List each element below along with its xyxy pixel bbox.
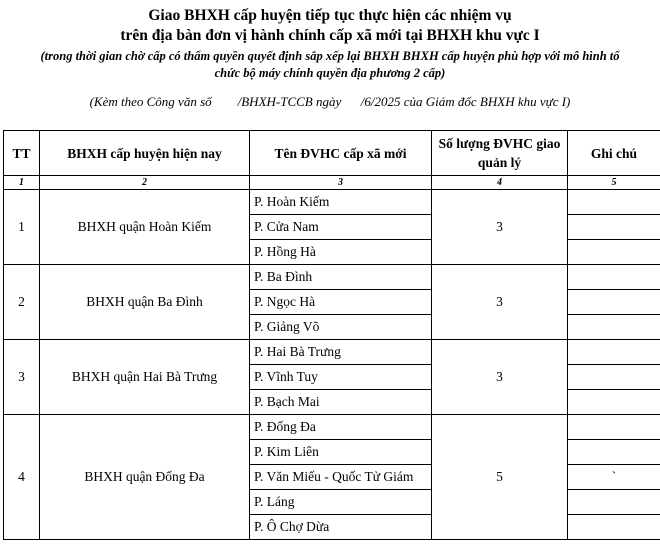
district-name: BHXH quận Đống Đa bbox=[40, 415, 250, 540]
ward-count: 3 bbox=[432, 265, 568, 340]
note-cell bbox=[568, 315, 660, 340]
ward-name: P. Vĩnh Tuy bbox=[250, 365, 432, 390]
district-name: BHXH quận Hoàn Kiếm bbox=[40, 190, 250, 265]
document-title-line2: trên địa bàn đơn vị hành chính cấp xã mới tại BHXH khu vực I bbox=[120, 27, 540, 44]
row-number: 2 bbox=[4, 265, 40, 340]
document-title-line1: Giao BHXH cấp huyện tiếp tục thực hiện các nhiệm vụ bbox=[148, 7, 512, 24]
note-cell bbox=[568, 240, 660, 265]
ward-count: 3 bbox=[432, 340, 568, 415]
note-cell bbox=[568, 190, 660, 215]
col-number: 3 bbox=[250, 176, 432, 190]
ward-name: P. Bạch Mai bbox=[250, 390, 432, 415]
ward-name: P. Hai Bà Trưng bbox=[250, 340, 432, 365]
col-number: 2 bbox=[40, 176, 250, 190]
ward-name: P. Cửa Nam bbox=[250, 215, 432, 240]
col-header-district: BHXH cấp huyện hiện nay bbox=[40, 131, 250, 176]
ward-name: P. Ba Đình bbox=[250, 265, 432, 290]
ward-name: P. Láng bbox=[250, 490, 432, 515]
row-number: 1 bbox=[4, 190, 40, 265]
ward-count: 3 bbox=[432, 190, 568, 265]
row-number: 4 bbox=[4, 415, 40, 540]
ward-name: P. Hồng Hà bbox=[250, 240, 432, 265]
col-number: 4 bbox=[432, 176, 568, 190]
note-cell bbox=[568, 215, 660, 240]
ward-name: P. Văn Miếu - Quốc Tử Giám bbox=[250, 465, 432, 490]
ward-name: P. Đống Đa bbox=[250, 415, 432, 440]
col-number: 5 bbox=[568, 176, 660, 190]
col-header-note: Ghi chú bbox=[568, 131, 660, 176]
ward-name: P. Kim Liên bbox=[250, 440, 432, 465]
ward-name: P. Giảng Võ bbox=[250, 315, 432, 340]
ward-name: P. Hoàn Kiếm bbox=[250, 190, 432, 215]
note-cell bbox=[568, 340, 660, 365]
district-name: BHXH quận Hai Bà Trưng bbox=[40, 340, 250, 415]
reference-note: (Kèm theo Công văn số /BHXH-TCCB ngày /6/2025 của Giám đốc BHXH khu vực I) bbox=[89, 94, 571, 109]
header-row bbox=[4, 131, 660, 176]
table-row bbox=[4, 340, 660, 365]
row-number: 3 bbox=[4, 340, 40, 415]
note-cell bbox=[568, 440, 660, 465]
ward-count: 5 bbox=[432, 415, 568, 540]
ward-name: P. Ngọc Hà bbox=[250, 290, 432, 315]
column-number-row bbox=[4, 176, 660, 190]
note-cell bbox=[568, 290, 660, 315]
note-cell bbox=[568, 515, 660, 540]
note-cell bbox=[568, 265, 660, 290]
note-cell bbox=[568, 365, 660, 390]
note-cell bbox=[568, 390, 660, 415]
col-header-count: Số lượng ĐVHC giao quản lý bbox=[432, 131, 568, 176]
table-row bbox=[4, 190, 660, 215]
note-cell bbox=[568, 490, 660, 515]
district-name: BHXH quận Ba Đình bbox=[40, 265, 250, 340]
table-row bbox=[4, 265, 660, 290]
col-header-tt: TT bbox=[4, 131, 40, 176]
col-number: 1 bbox=[4, 176, 40, 190]
note-cell: ` bbox=[568, 465, 660, 490]
note-cell bbox=[568, 415, 660, 440]
table-row bbox=[4, 415, 660, 440]
col-header-ward: Tên ĐVHC cấp xã mới bbox=[250, 131, 432, 176]
ward-name: P. Ô Chợ Dừa bbox=[250, 515, 432, 540]
document-subtitle-line1: (trong thời gian chờ cấp có thẩm quyền quyết định sắp xếp lại BHXH BHXH cấp huyện phù hợp với mô hình tổ bbox=[40, 49, 620, 63]
document-subtitle-line2: chức bộ máy chính quyền địa phương 2 cấp) bbox=[214, 66, 446, 80]
assignment-table bbox=[3, 130, 660, 540]
